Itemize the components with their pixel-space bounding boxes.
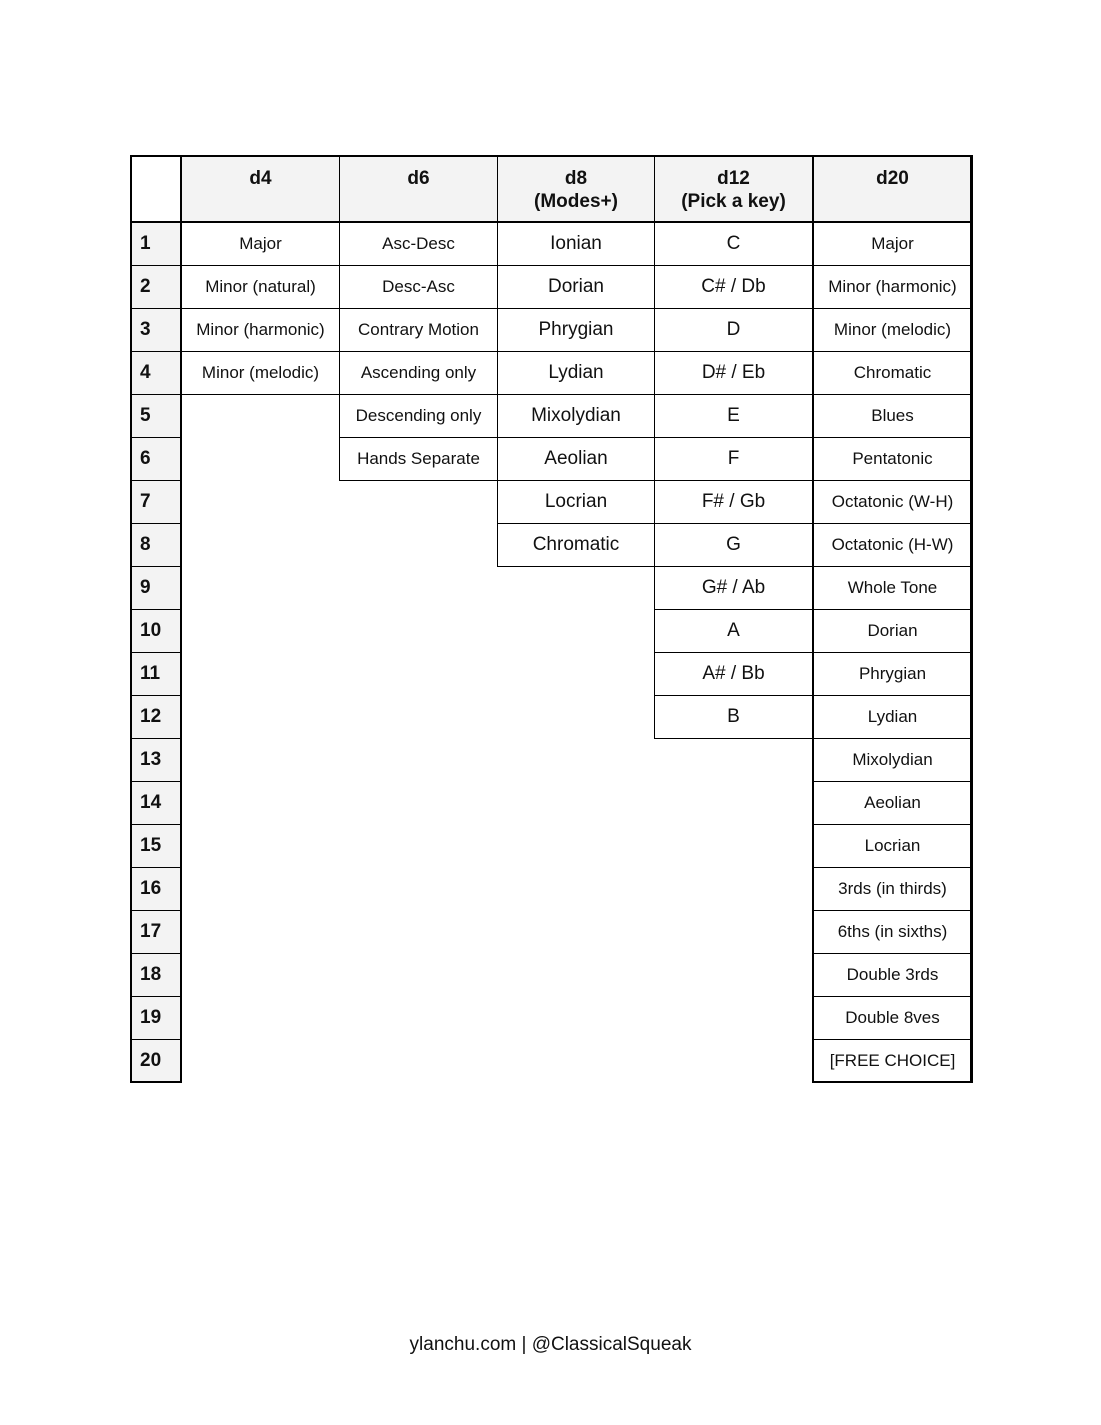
column-header-line: d8 — [564, 168, 588, 189]
row-number: 18 — [130, 953, 182, 997]
d6-option-cell: Ascending only — [339, 351, 498, 395]
d8-option-cell: Ionian — [497, 222, 655, 266]
d20-option-cell: Aeolian — [812, 781, 973, 825]
column-header-line: d12 — [717, 168, 750, 189]
d20-option-cell: [FREE CHOICE] — [812, 1039, 973, 1083]
d12-option-cell: A — [654, 609, 813, 653]
d20-option-cell: Whole Tone — [812, 566, 973, 610]
d20-option-cell: Chromatic — [812, 351, 973, 395]
row-number: 17 — [130, 910, 182, 954]
row-number: 8 — [130, 523, 182, 567]
d12-option-cell: E — [654, 394, 813, 438]
d8-option-cell: Aeolian — [497, 437, 655, 481]
row-number: 7 — [130, 480, 182, 524]
column-header-line: d6 — [407, 168, 430, 189]
d20-option-cell: Lydian — [812, 695, 973, 739]
column-header-d20 — [812, 155, 973, 223]
d4-option-cell: Minor (harmonic) — [181, 308, 340, 352]
d12-option-cell: D# / Eb — [654, 351, 813, 395]
d20-option-cell: Minor (melodic) — [812, 308, 973, 352]
d20-option-cell: Double 3rds — [812, 953, 973, 997]
row-number: 3 — [130, 308, 182, 352]
d20-option-cell: Octatonic (W-H) — [812, 480, 973, 524]
d6-option-cell: Descending only — [339, 394, 498, 438]
d8-option-cell: Lydian — [497, 351, 655, 395]
d6-option-cell: Hands Separate — [339, 437, 498, 481]
d12-option-cell: D — [654, 308, 813, 352]
row-number: 10 — [130, 609, 182, 653]
d20-option-cell: 3rds (in thirds) — [812, 867, 973, 911]
row-number: 20 — [130, 1039, 182, 1083]
row-number: 14 — [130, 781, 182, 825]
column-header-d4 — [181, 155, 340, 223]
row-number: 11 — [130, 652, 182, 696]
d4-option-cell: Minor (melodic) — [181, 351, 340, 395]
d12-option-cell: G# / Ab — [654, 566, 813, 610]
d8-option-cell: Mixolydian — [497, 394, 655, 438]
d8-option-cell: Locrian — [497, 480, 655, 524]
d20-option-cell: Octatonic (H-W) — [812, 523, 973, 567]
d12-option-cell: B — [654, 695, 813, 739]
row-number: 19 — [130, 996, 182, 1040]
d12-option-cell: G — [654, 523, 813, 567]
column-header-d6 — [339, 155, 498, 223]
d4-option-cell: Minor (natural) — [181, 265, 340, 309]
d20-option-cell: Mixolydian — [812, 738, 973, 782]
d20-option-cell: Major — [812, 222, 973, 266]
d20-option-cell: Phrygian — [812, 652, 973, 696]
d20-option-cell: Pentatonic — [812, 437, 973, 481]
d20-option-cell: Blues — [812, 394, 973, 438]
d6-option-cell: Asc-Desc — [339, 222, 498, 266]
d4-option-cell: Major — [181, 222, 340, 266]
d20-option-cell: Locrian — [812, 824, 973, 868]
dice-scale-table — [130, 155, 972, 1083]
row-number: 6 — [130, 437, 182, 481]
table-corner-cell — [130, 155, 182, 223]
d20-option-cell: Dorian — [812, 609, 973, 653]
d12-option-cell: A# / Bb — [654, 652, 813, 696]
row-number: 4 — [130, 351, 182, 395]
d6-option-cell: Desc-Asc — [339, 265, 498, 309]
row-number: 15 — [130, 824, 182, 868]
d8-option-cell: Dorian — [497, 265, 655, 309]
d6-option-cell: Contrary Motion — [339, 308, 498, 352]
row-number: 1 — [130, 222, 182, 266]
row-number: 12 — [130, 695, 182, 739]
d20-option-cell: Double 8ves — [812, 996, 973, 1040]
column-header-line: d4 — [249, 168, 272, 189]
column-header-line: (Pick a key) — [681, 191, 786, 212]
d20-option-cell: Minor (harmonic) — [812, 265, 973, 309]
column-header-d12 — [654, 155, 813, 223]
d12-option-cell: F# / Gb — [654, 480, 813, 524]
column-header-line: (Modes+) — [534, 191, 618, 212]
row-number: 5 — [130, 394, 182, 438]
row-number: 2 — [130, 265, 182, 309]
column-header-line: d20 — [876, 168, 909, 189]
footer-credit: ylanchu.com | @ClassicalSqueak — [409, 1334, 692, 1355]
d12-option-cell: C — [654, 222, 813, 266]
row-number: 9 — [130, 566, 182, 610]
d8-option-cell: Phrygian — [497, 308, 655, 352]
column-header-d8 — [497, 155, 655, 223]
row-number: 13 — [130, 738, 182, 782]
d8-option-cell: Chromatic — [497, 523, 655, 567]
d12-option-cell: F — [654, 437, 813, 481]
d12-option-cell: C# / Db — [654, 265, 813, 309]
row-number: 16 — [130, 867, 182, 911]
d20-option-cell: 6ths (in sixths) — [812, 910, 973, 954]
